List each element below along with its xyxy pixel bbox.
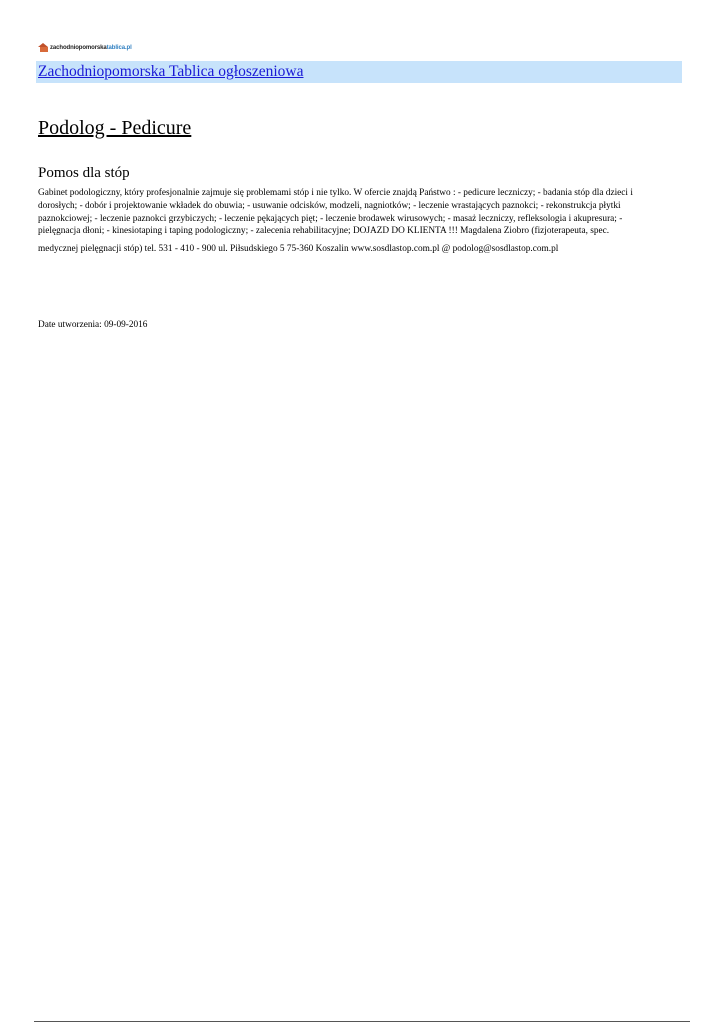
- ad-description: [38, 187, 682, 256]
- description-line: pielęgnacja dłoni; - kinesiotaping i taping podologiczny; - zalecenia rehabilitacyjne; DOJAZD DO KLIENTA !!! Magdalena Ziobro (fizjoterapeuta, spec.: [38, 226, 610, 237]
- site-name-link[interactable]: Zachodniopomorska Tablica ogłoszeniowa: [38, 63, 304, 80]
- logo-text-part1: zachodniopomorska: [50, 45, 107, 51]
- description-line: medycznej pielęgnacji stóp) tel. 531 - 410 - 900 ul. Piłsudskiego 5 75-360 Koszalin www.sosdlastop.com.pl @ podolog@sosdlastop.com.pl: [38, 244, 559, 255]
- site-logo[interactable]: [38, 40, 132, 52]
- description-line: Gabinet podologiczny, który profesjonalnie zajmuje się problemami stóp i nie tylko. W ofercie znajdą Państwo : - pedicure leczniczy; - badania stóp dla dzieci i: [38, 188, 633, 198]
- description-line: dorosłych; - dobór i projektowanie wkładek do obuwia; - usuwanie odcisków, modzeli, nagniotków; - leczenie wrastających paznokci; - rekonstrukcja płytki: [38, 200, 621, 211]
- house-icon: [38, 43, 49, 52]
- logo-text-part2: tablica.pl: [106, 45, 132, 51]
- created-date: Date utworzenia: 09-09-2016: [38, 320, 148, 330]
- header-bar: [36, 61, 682, 83]
- footer-divider: [34, 1021, 690, 1022]
- page-title: Podolog - Pedicure: [38, 117, 192, 139]
- description-line: paznokciowej; - leczenie paznokci grzybiczych; - leczenie pękających pięt; - leczenie brodawek wirusowych; - masaż leczniczy, refleksologia i akupresura; -: [38, 213, 623, 224]
- ad-subtitle: Pomos dla stóp: [38, 165, 130, 181]
- logo-text: [50, 44, 132, 52]
